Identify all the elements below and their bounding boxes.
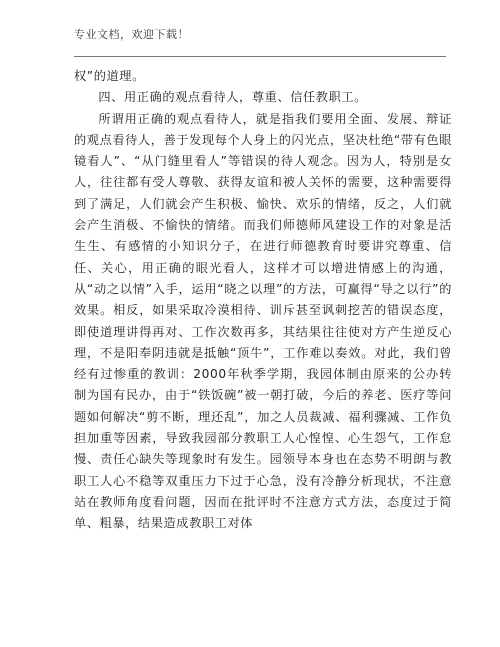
page-header-text: 专业文档，欢迎下载！ bbox=[74, 28, 189, 41]
body-paragraph: 所谓用正确的观点看待人，就是指我们要用全面、发展、辩证的观点看待人，善于发现每个人身上的闪光点，坚决杜绝“带有色眼镜看人”、“从门缝里看人”等错误的待人观念。因为人，特别是女人，往往都有受人尊敬、获得友谊和被人关怀的需要，这种需要得到了满足，人们就会产生积极、愉快、欢乐的情绪，反之，人们就会产生消极、不愉快的情绪。而我们师德师风建设工作的对象是活生生、有感情的小知识分子，在进行师德教育时要讲究尊重、信任、关心，用正确的眼光看人，这样才可以增进情感上的沟通，从“动之以情”入手，运用“晓之以理”的方法，可赢得“导之以行”的效果。相反，如果采取冷漠相待、训斥甚至讽刺挖苦的错误态度，即使道理讲得再对、工作次数再多，其结果往往使对方产生逆反心理，不是阳奉阴违就是抵触“顶牛”，工作难以奏效。对此，我们曾经有过惨重的教训：2000年秋季学期，我园体制由原来的公办转制为国有民办，由于“铁饭碗”被一朝打破，今后的养老、医疗等问题如何解决“剪不断，理还乱”，加之人员裁减、福利骤减、工作负担加重等因素，导致我园部分教职工人心惶惶、心生怨气，工作怠慢、责任心缺失等现象时有发生。园领导本身也在态势不明朗与教职工人心不稳等双重压力下过于心急，没有冷静分析现状，不注意站在教师角度看问题，因而在批评时不注意方式方法，态度过于简单、粗暴，结果造成教职工对体 bbox=[74, 111, 452, 531]
continuation-line: 权”的道理。 bbox=[74, 69, 145, 83]
document-body bbox=[74, 66, 452, 535]
section-heading: 四、用正确的观点看待人，尊重、信任教职工。 bbox=[98, 90, 367, 105]
header-divider bbox=[74, 56, 446, 57]
